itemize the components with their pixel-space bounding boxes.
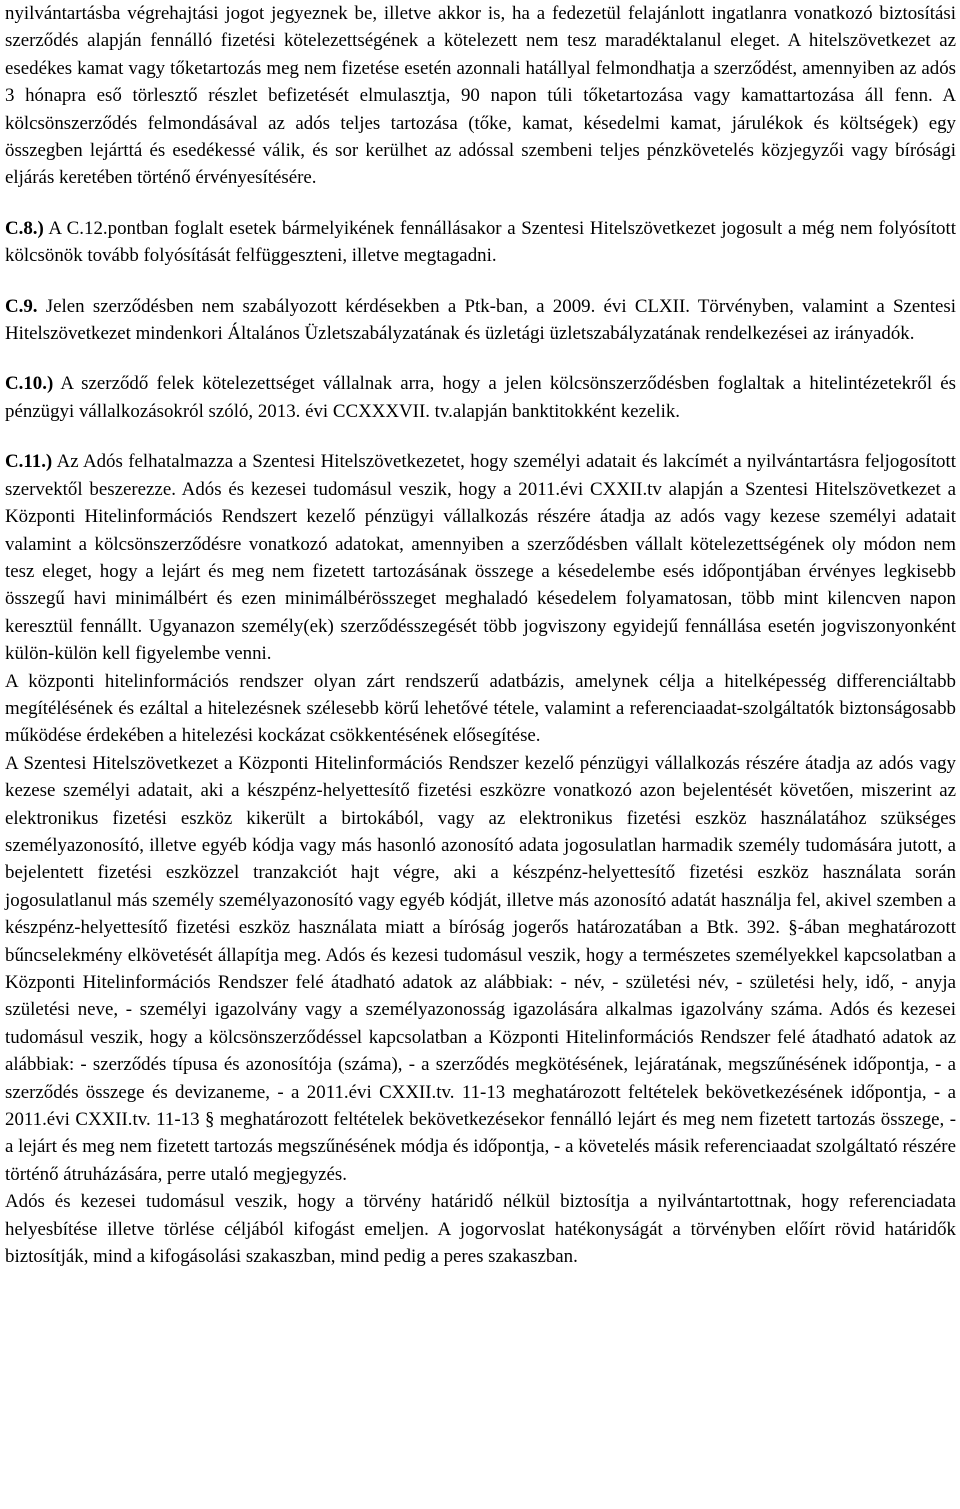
section-text: A szerződő felek kötelezettséget vállalnak arra, hogy a jelen kölcsönszerződésben foglaltak a hitelintézetekről és pénzügyi vállalkozásokról szóló, 2013. évi CCXXXVII. tv.alapján banktitokként kezelik. [5,373,956,422]
section-c10 [5,370,956,425]
paragraph-payment-instrument: A Szentesi Hitelszövetkezet a Központi Hitelinformációs Rendszer kezelő pénzügyi vállalkozás részére átadja az adós vagy kezese személyi adatait, aki a készpénz-helyettesítő fizetési eszközre vonatkozó azon bejelentését követően, miszerint az elektronikus fizetési eszköz kikerült a birtokából, vagy az elektronikus fizetési eszköz használatához szükséges személyazonosító, illetve egyéb kódja vagy más hasonló azonosító adata jogosulatlan harmadik személy tudomására jutott, a bejelentett fizetési eszközzel tranzakciót hajt végre, aki a készpénz-helyettesítő fizetési eszköz használata során jogosulatlanul más személy személyazonosító vagy egyéb kódját, illetve más azonosító adatát használja fel, akivel szemben a készpénz-helyettesítő fizetési eszköz használata miatt a bíróság jogerős határozatában a Btk. 392. §-ában meghatározott bűncselekmény elkövetését állapítja meg. Adós és kezesi tudomásul veszik, hogy a természetes személyekkel kapcsolatban a Központi Hitelinformációs Rendszer felé átadható adatok az alábbiak: - név, - születési név, - születési hely, idő, - anyja születési neve, - személyi igazolvány vagy a személyazonosság igazolására alkalmas igazolvány száma. Adós és kezesei tudomásul veszik, hogy a kölcsönszerződéssel kapcsolatban a Központi Hitelinformációs Rendszer felé átadható adatok az alábbiak: - szerződés típusa és azonosítója (száma), - a szerződés megkötésének, lejáratának, megszűnésének időpontja, - a szerződés összege és devizaneme, - a 2011.évi CXXII.tv. 11-13 meghatározott feltételek bekövetkezésének időpontja, - a 2011.évi CXXII.tv. 11-13 § meghatározott feltételek bekövetkezésekor fennálló lejárt és meg nem fizetett tartozás összege, - a lejárt és meg nem fizetett tartozás megszűnésének módja és időpontja, - a követelés másik referenciaadat szolgáltató részére történő átruházására, perre utaló megjegyzés. [5,752,956,1185]
section-text: A C.12.pontban foglalt esetek bármelyikének fennállásakor a Szentesi Hitelszövetkezet jogosult a még nem folyósított kölcsönök tovább folyósítását felfüggeszteni, illetve megtagadni. [5,217,956,267]
section-text: Jelen szerződésben nem szabályozott kérdésekben a Ptk-ban, a 2009. évi CLXII. Törvényben, valamint a Szentesi Hitelszövetkezet mindenkori Általános Üzletszabályzatának és üzletági üzletszabályzatának rendelkezései az irányadók. [5,295,956,345]
paragraph-central-credit-system: A központi hitelinformációs rendszer olyan zárt rendszerű adatbázis, amelynek célja a hitelképesség differenciáltabb megítélésének és ezáltal a hitelezésnek szélesebb körű lehetővé tétele, valamint a referenciaadat-szolgáltatók biztonságosabb működése érdekében a hitelezési kockázat csökkentésének elősegítése. [5,670,956,747]
section-c9 [5,293,956,348]
section-label: C.8.) [5,217,44,239]
paragraph-termination: nyilvántartásba végrehajtási jogot jegyeznek be, illetve akkor is, ha a fedezetül felajánlott ingatlanra vonatkozó biztosítási szerződés alapján fennálló fizetési kötelezettségének a kötelezett nem tesz maradéktalanul eleget. A hitelszövetkezet az esedékes kamat vagy tőketartozás meg nem fizetése esetén azonnali hatállyal felmondhatja a szerződést, amennyiben az adós 3 hónapra eső törlesztő részlet befizetését elmulasztja, 90 napon túli tőketartozása vagy kamattartozása áll fenn. A kölcsönszerződés felmondásával az adós teljes tartozása (tőke, kamat, késedelmi kamat, járulékok és költségek) egy összegben lejárttá és esedékessé válik, és sor kerülhet az adóssal szembeni teljes pénzkövetelés közjegyzői vagy bírósági eljárás keretében történő érvényesítésére. [5,3,956,189]
section-label: C.10.) [5,373,54,395]
section-label: C.11.) [5,451,53,473]
paragraph-objection-rights: Adós és kezesei tudomásul veszik, hogy a törvény határidő nélkül biztosítja a nyilvántartottnak, hogy referenciadata helyesbítése illetve törlése céljából kifogást emeljen. A jogorvoslat hatékonyságát a törvényben előírt rövid határidők biztosítják, mind a kifogásolási szakaszban, mind pedig a peres szakaszban. [5,1191,956,1268]
section-c11 [5,448,956,667]
section-label: C.9. [5,295,38,317]
section-text: Az Adós felhatalmazza a Szentesi Hitelszövetkezetet, hogy személyi adatait és lakcímét a nyilvántartásra feljogosított szervektől beszerezze. Adós és kezesei tudomásul veszik, hogy a 2011.évi CXXII.tv alapján a Szentesi Hitelszövetkezet a Központi Hitelinformációs Rendszert kezelő pénzügyi vállalkozás részére átadja az adós vagy kezese személyi adatait valamint a kölcsönszerződésre vonatkozó adatokat, amennyiben a szerződésben vállalt kötelezettségének oly módon nem tesz eleget, hogy a lejárt és meg nem fizetett tartozásának összege a késedelembe esés időpontjában érvényes legkisebb összegű havi minimálbért és ezen minimálbérösszeget meghaladó késedelem folyamatosan, több mint kilencven napon keresztül fennállt. Ugyanazon személy(ek) szerződésszegését több jogviszony egyidejű fennállása esetén jogviszonyonként külön-külön kell figyelembe venni. [5,451,956,665]
section-c8 [5,215,956,270]
